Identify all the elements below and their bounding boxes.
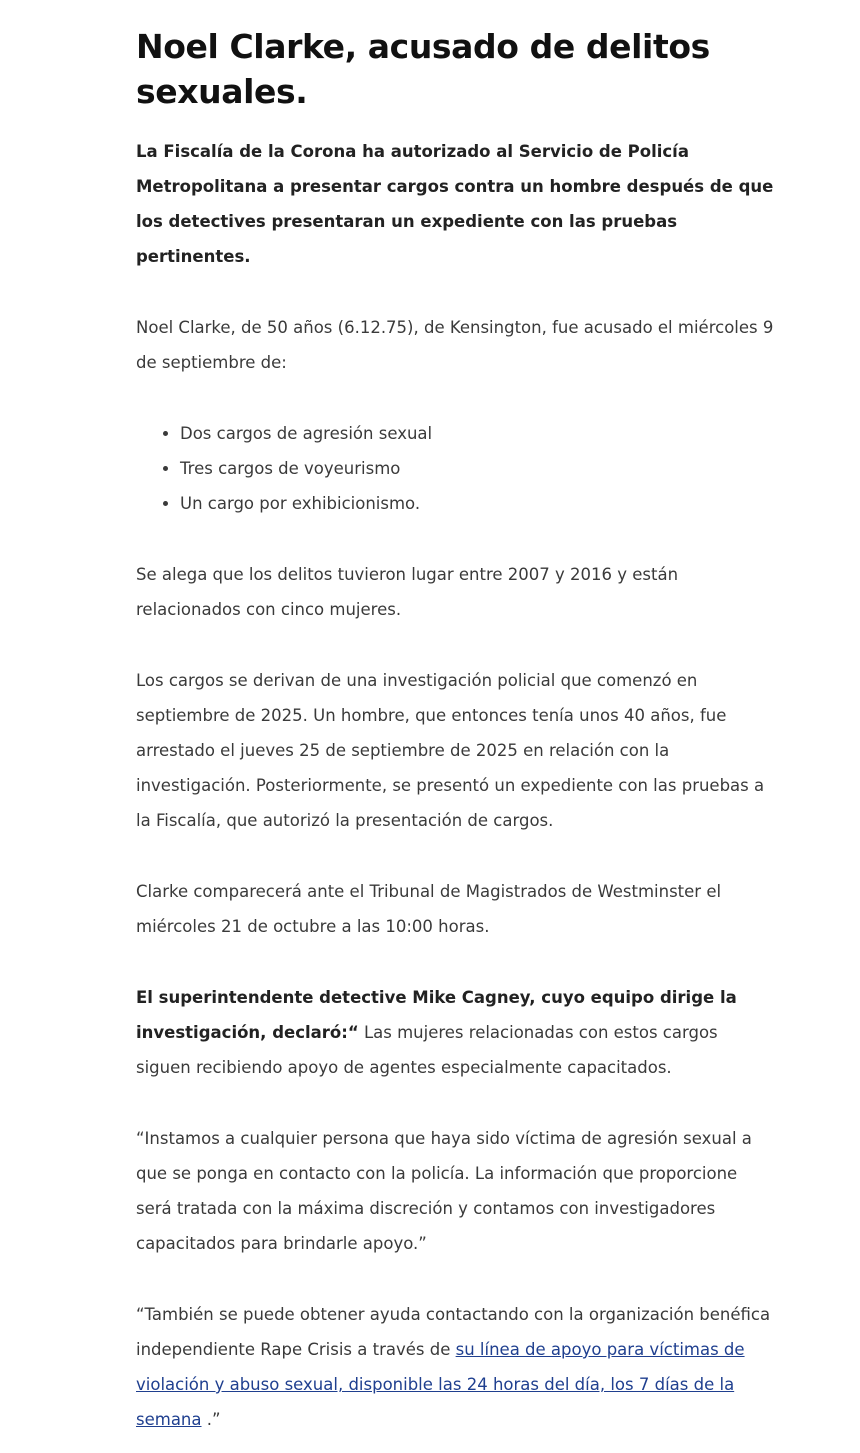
- article-title: Noel Clarke, acusado de delitos sexuales.: [136, 27, 710, 111]
- rape-crisis-helpline-link[interactable]: su línea de apoyo para víctimas de violación y abuso sexual, disponible las 24 horas del día, los 7 días de la semana: [136, 1340, 745, 1429]
- charges-list: [136, 416, 776, 521]
- article-lead: La Fiscalía de la Corona ha autorizado al Servicio de Policía Metropolitana a presentar cargos contra un hombre después de que los detectives presentaran un expediente con las pruebas pertinentes.: [136, 142, 774, 266]
- list-item: • Tres cargos de voyeurismo: [180, 451, 776, 486]
- paragraph-offences: Se alega que los delitos tuvieron lugar entre 2007 y 2016 y están relacionados con cinco mujeres.: [136, 565, 679, 619]
- paragraph-quote-2: “Instamos a cualquier persona que haya sido víctima de agresión sexual a que se ponga en contacto con la policía. La información que proporcione será tratada con la máxima discreción y contamos con investigadores capacitados para brindarle apoyo.”: [136, 1129, 752, 1253]
- quote-1-text: Las mujeres relacionadas con estos cargos siguen recibiendo apoyo de agentes especialmente capacitados.: [136, 1023, 718, 1077]
- paragraph-investigation: Los cargos se derivan de una investigación policial que comenzó en septiembre de 2025. Un hombre, que entonces tenía unos 40 años, fue arrestado el jueves 25 de septiembre de 2025 en relación con la investigación. Posteriormente, se presentó un expediente con las pruebas a la Fiscalía, que autorizó la presentación de cargos.: [136, 671, 765, 830]
- list-item: • Un cargo por exhibicionismo.: [180, 486, 776, 521]
- quote-3-text: “También se puede obtener ayuda contactando con la organización benéfica independiente Rape Crisis a través de: [136, 1305, 771, 1359]
- paragraph-charged: Noel Clarke, de 50 años (6.12.75), de Kensington, fue acusado el miércoles 9 de septiembre de:: [136, 318, 774, 372]
- quote-intro: El superintendente detective Mike Cagney, cuyo equipo dirige la investigación, declaró:: [136, 988, 737, 1042]
- paragraph-court: Clarke comparecerá ante el Tribunal de Magistrados de Westminster el miércoles 21 de octubre a las 10:00 horas.: [136, 882, 722, 936]
- quote-3-end: .”: [201, 1410, 221, 1429]
- quote-mark: “: [347, 1023, 359, 1042]
- list-item: • Dos cargos de agresión sexual: [180, 416, 776, 451]
- paragraph-quote-1: [136, 980, 776, 1085]
- paragraph-quote-3: [136, 1297, 776, 1437]
